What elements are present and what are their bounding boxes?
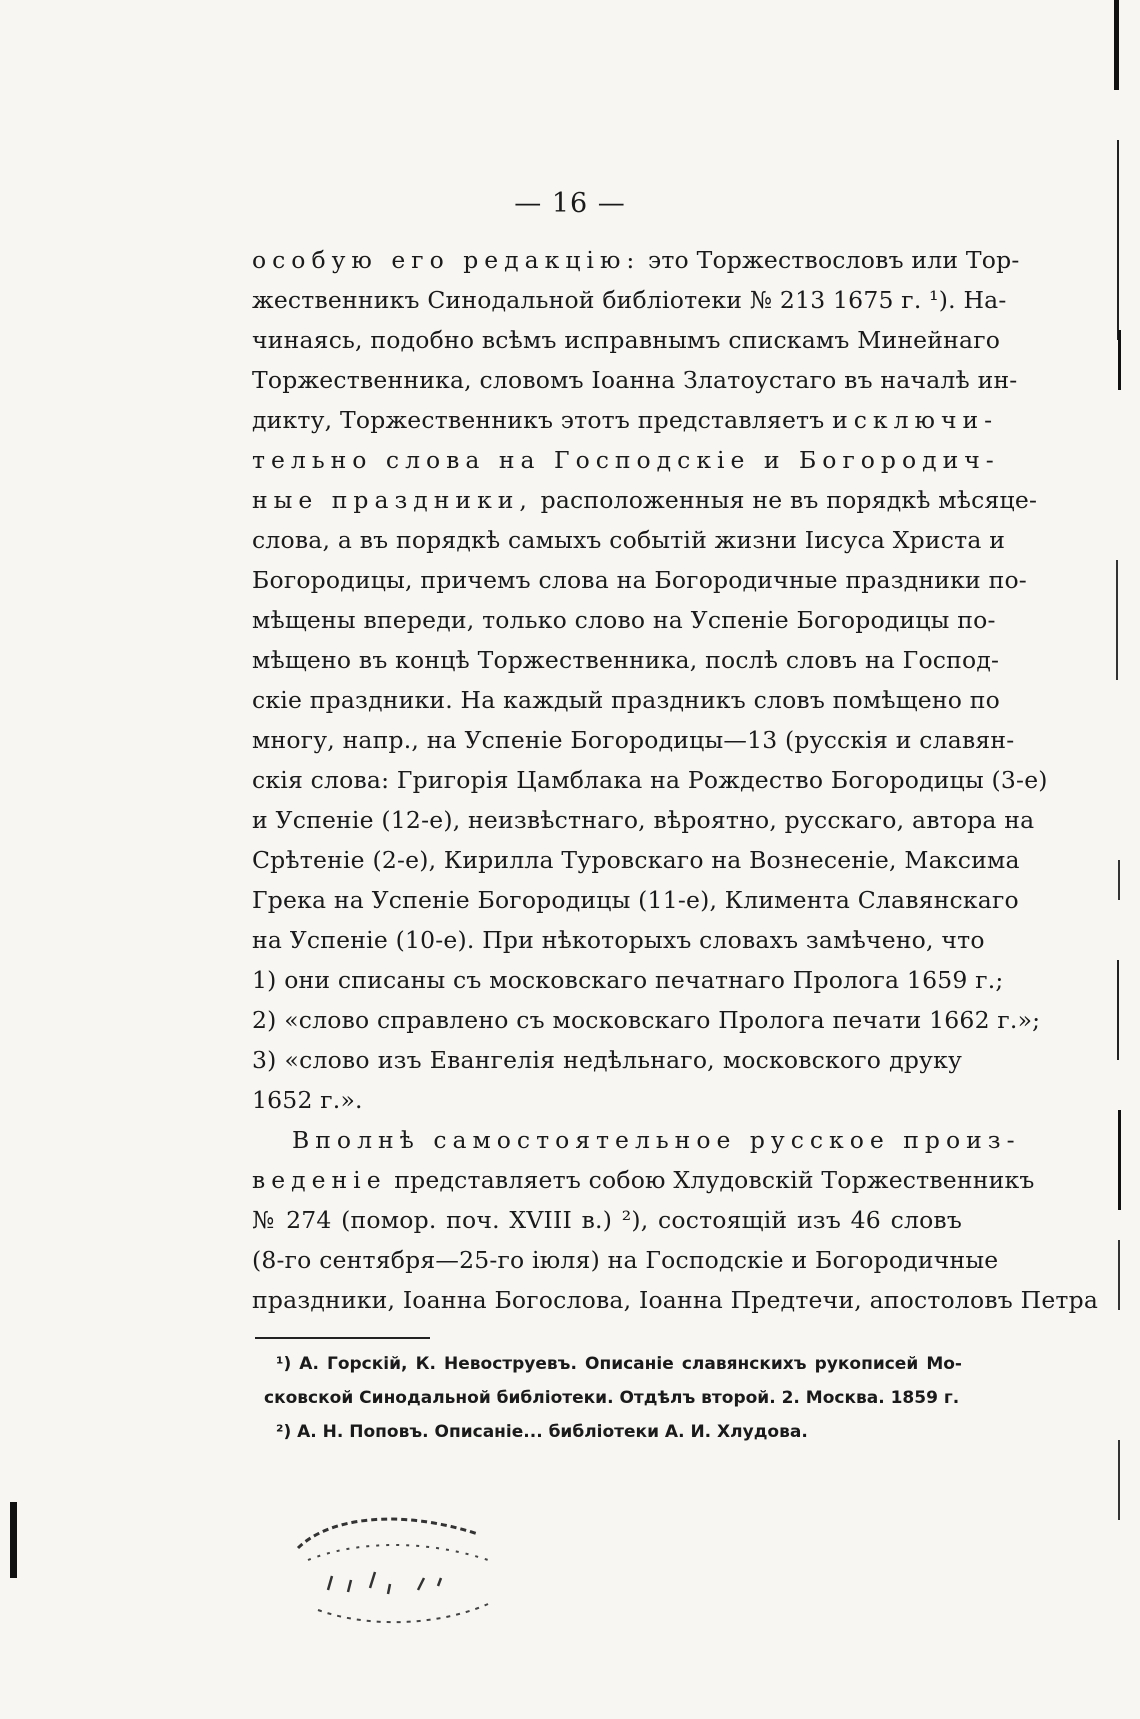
text-line: Срѣтеніе (2-е), Кирилла Туровскаго на Вознесеніе, Максима bbox=[252, 846, 1020, 874]
text-line: ные праздники, расположенныя не въ порядкѣ мѣсяце- bbox=[252, 486, 1038, 514]
footnote-1: ¹) А. Горскій, К. Невоструевъ. Описаніе славянскихъ рукописей Мо- bbox=[276, 1354, 962, 1374]
text-line: дикту, Торжественникъ этотъ представляетъ исключи- bbox=[252, 406, 999, 434]
text-line: мѣщены впереди, только слово на Успеніе Богородицы по- bbox=[252, 606, 996, 634]
footnote-divider bbox=[255, 1337, 430, 1339]
text-line: 2) «слово справлено съ московскаго Пролога печати 1662 г.»; bbox=[252, 1006, 1041, 1034]
page-number: — 16 — bbox=[514, 188, 626, 219]
text-line: слова, а въ порядкѣ самыхъ событій жизни Іисуса Христа и bbox=[252, 526, 1006, 554]
text-line: Вполнѣ самостоятельное русское произ- bbox=[292, 1126, 1021, 1154]
text-line: Грека на Успеніе Богородицы (11-е), Климента Славянскаго bbox=[252, 886, 1019, 914]
text-line: 1652 г.». bbox=[252, 1086, 363, 1114]
text-line: чинаясь, подобно всѣмъ исправнымъ спискамъ Минейнаго bbox=[252, 326, 1001, 354]
text-line: скія слова: Григорія Цамблака на Рождество Богородицы (3-е) bbox=[252, 766, 1048, 794]
text-line: многу, напр., на Успеніе Богородицы—13 (русскія и славян- bbox=[252, 726, 1015, 754]
text-line: тельно слова на Господскіе и Богородич- bbox=[252, 446, 1000, 474]
text-line: праздники, Іоанна Богослова, Іоанна Предтечи, апостоловъ Петра bbox=[252, 1286, 1099, 1314]
text-line: 1) они списаны съ московскаго печатнаго Пролога 1659 г.; bbox=[252, 966, 1004, 994]
text-line: 3) «слово изъ Евангелія недѣльнаго, московского друку bbox=[252, 1046, 962, 1074]
text-line: Богородицы, причемъ слова на Богородичные праздники по- bbox=[252, 566, 1027, 594]
text-line: особую его редакцію: это Торжествословъ или Тор- bbox=[252, 246, 1020, 274]
text-line: № 274 (помор. поч. XVIII в.) ²), состоящій изъ 46 словъ bbox=[252, 1206, 962, 1234]
text-line: веденіе представляетъ собою Хлудовскій Торжественникъ bbox=[252, 1166, 1035, 1194]
text-line: (8-го сентября—25-го іюля) на Господскіе и Богородичные bbox=[252, 1246, 999, 1274]
text-line: мѣщено въ концѣ Торжественника, послѣ словъ на Господ- bbox=[252, 646, 1000, 674]
body-text bbox=[252, 240, 1099, 1320]
text-line: жественникъ Синодальной библіотеки № 213 1675 г. ¹). На- bbox=[252, 286, 1007, 314]
footnote-1-continued: сковской Синодальной библіотеки. Отдѣлъ второй. 2. Москва. 1859 г. bbox=[264, 1388, 960, 1408]
text-line: Торжественника, словомъ Іоанна Златоустаго въ началѣ ин- bbox=[252, 366, 1018, 394]
footnotes bbox=[264, 1347, 962, 1449]
scan-left-mark bbox=[10, 1502, 17, 1578]
scan-edge-marks bbox=[1080, 0, 1140, 1719]
library-stamp-icon bbox=[288, 1500, 518, 1630]
text-line: скіе праздники. На каждый праздникъ словъ помѣщено по bbox=[252, 686, 1000, 714]
text-line: на Успеніе (10-е). При нѣкоторыхъ словахъ замѣчено, что bbox=[252, 926, 985, 954]
text-line: и Успеніе (12-е), неизвѣстнаго, вѣроятно, русскаго, автора на bbox=[252, 806, 1035, 834]
footnote-2: ²) А. Н. Поповъ. Описаніе... библіотеки А. И. Хлудова. bbox=[276, 1422, 808, 1442]
